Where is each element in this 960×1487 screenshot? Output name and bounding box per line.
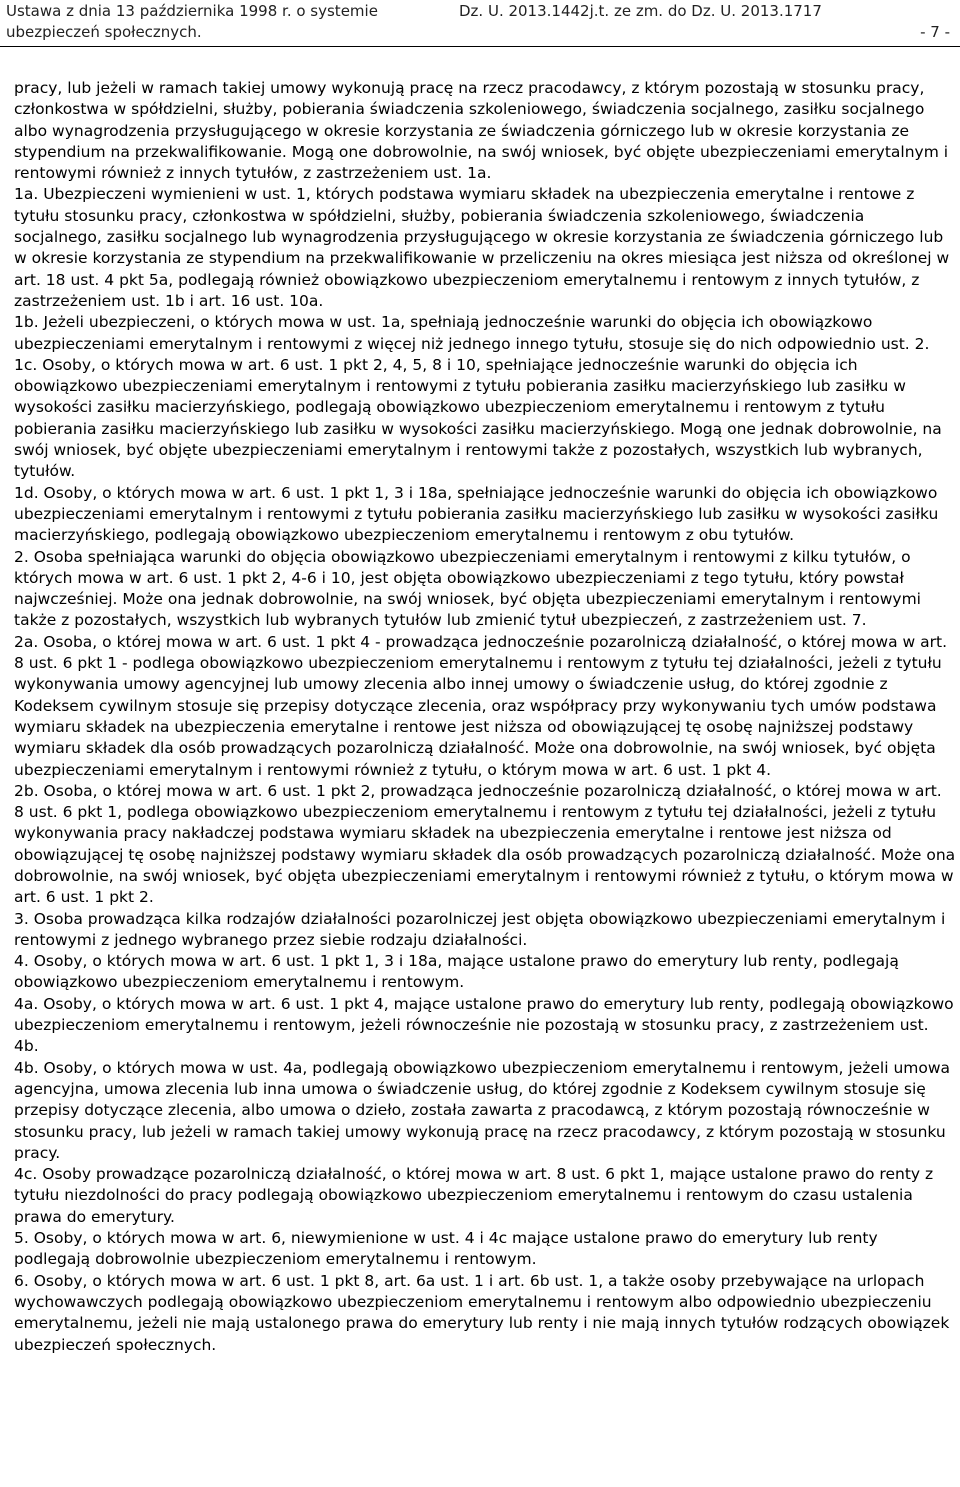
paragraph-1c: 1c. Osoby, o których mowa w art. 6 ust. 1 pkt 2, 4, 5, 8 i 10, spełniające jednocześnie warunki do objęcia ich obowiązkowo ubezpieczeniami emerytalnym i rentowymi z tytułu pobierania zasiłku macierzyńskiego lub zasiłku w wysokości zasiłku macierzyńskiego, podlegają obowiązkowo ubezpieczeniom emerytalnemu i rentowym z tytułu pobierania zasiłku macierzyńskiego lub zasiłku w wysokości zasiłku macierzyńskiego. Mogą one jednak dobrowolnie, na swój wniosek, być objęte ubezpieczeniami emerytalnym i rentowymi także z pozostałych, wszystkich lub wybranych, tytułów.	[14, 355, 942, 481]
document-title: Ustawa z dnia 13 października 1998 r. o systemie ubezpieczeń społecznych.	[6, 2, 378, 41]
paragraph-5: 5. Osoby, o których mowa w art. 6, niewymienione w ust. 4 i 4c mające ustalone prawo do emerytury lub renty podlegają dobrowolnie ubezpieczeniom emerytalnemu i rentowym.	[14, 1229, 878, 1269]
page-number: - 7 -	[920, 23, 950, 41]
paragraph-1d: 1d. Osoby, o których mowa w art. 6 ust. 1 pkt 1, 3 i 18a, spełniające jednocześnie warunki do objęcia ich obowiązkowo ubezpieczeniami emerytalnym i rentowymi z tytułu pobierania zasiłku macierzyńskiego lub zasiłku w wysokości zasiłku macierzyńskiego, podlegają obowiązkowo ubezpieczeniom emerytalnemu i rentowym z obu tytułów.	[14, 483, 939, 545]
paragraph-1a: 1a. Ubezpieczeni wymienieni w ust. 1, których podstawa wymiaru składek na ubezpieczenia emerytalne i rentowe z tytułu stosunku pracy, członkostwa w spółdzielni, służby, pobierania świadczenia szkoleniowego, świadczenia socjalnego, zasiłku socjalnego lub wynagrodzenia przysługującego w okresie korzystania ze świadczenia górniczego lub w okresie korzystania ze stypendium na przekwalifikowanie w przeliczeniu na okres miesiąca jest niższa od określonej w art. 18 ust. 4 pkt 5a, podlegają również obowiązkowo ubezpieczeniom emerytalnemu i rentowym z innych tytułów, z zastrzeżeniem ust. 1b i art. 16 ust. 10a.	[14, 185, 950, 310]
journal-reference: Dz. U. 2013.1442j.t. ze zm. do Dz. U. 2013.1717	[459, 2, 822, 20]
paragraph-4b: 4b. Osoby, o których mowa w ust. 4a, podlegają obowiązkowo ubezpieczeniom emerytalnemu i rentowym, jeżeli umowa agencyjna, umowa zlecenia lub inna umowa o świadczenie usług, do której zgodnie z Kodeksem cywilnym stosuje się przepisy dotyczące zlecenia, albo umowa o dzieło, została zawarta z pracodawcą, z którym pozostają równocześnie w stosunku pracy, lub jeżeli w ramach takiej umowy wykonują pracę na rzecz pracodawcy, z którym pozostają w stosunku pracy.	[14, 1058, 951, 1162]
paragraph-4c: 4c. Osoby prowadzące pozarolniczą działalność, o której mowa w art. 8 ust. 6 pkt 1, mające ustalone prawo do renty z tytułu niezdolności do pracy podlegają obowiązkowo ubezpieczeniom emerytalnemu i rentowym do czasu ustalenia prawa do emerytury.	[14, 1165, 934, 1226]
page-header	[0, 0, 960, 47]
paragraph-1b: 1b. Jeżeli ubezpieczeni, o których mowa w ust. 1a, spełniają jednocześnie warunki do objęcia ich obowiązkowo ubezpieczeniami emerytalnym i rentowymi z więcej niż jednego innego tytułu, stosuje się do nich odpowiednio ust. 2.	[14, 313, 930, 353]
paragraph-2a: 2a. Osoba, o której mowa w art. 6 ust. 1 pkt 4 - prowadząca jednocześnie pozarolniczą działalność, o której mowa w art. 8 ust. 6 pkt 1 - podlega obowiązkowo ubezpieczeniom emerytalnemu i rentowym z tytułu tej działalności, jeżeli z tytułu wykonywania umowy agencyjnej lub umowy zlecenia albo innej umowy o świadczenie usług, do której zgodnie z Kodeksem cywilnym stosuje się przepisy dotyczące zlecenia, oraz współpracy przy wykonywaniu tych umów podstawa wymiaru składek na ubezpieczenia emerytalne i rentowe jest niższa od obowiązującej tę osobę najniższej podstawy wymiaru składek dla osób prowadzących pozarolniczą działalność. Może ona dobrowolnie, na swój wniosek, być objęta ubezpieczeniami emerytalnym i rentowymi również z tytułu, o którym mowa w art. 6 ust. 1 pkt 4.	[14, 632, 947, 779]
paragraph-2b: 2b. Osoba, o której mowa w art. 6 ust. 1 pkt 2, prowadząca jednocześnie pozarolniczą działalność, o której mowa w art. 8 ust. 6 pkt 1, podlega obowiązkowo ubezpieczeniom emerytalnemu i rentowym z tytułu tej działalności, jeżeli z tytułu wykonywania pracy nakładczej podstawa wymiaru składek na ubezpieczenia emerytalne i rentowe jest niższa od obowiązującej tę osobę najniższej podstawy wymiaru składek dla osób prowadzących pozarolniczą działalność. Może ona dobrowolnie, na swój wniosek, być objęta ubezpieczeniami emerytalnym i rentowymi również z tytułu, o którym mowa w art. 6 ust. 1 pkt 2.	[14, 781, 956, 907]
paragraph-6: 6. Osoby, o których mowa w art. 6 ust. 1 pkt 8, art. 6a ust. 1 i art. 6b ust. 1, a także osoby przebywające na urlopach wychowawczych podlegają obowiązkowo ubezpieczeniom emerytalnemu i rentowym albo odpowiednio ubezpieczeniu emerytalnemu, jeżeli nie mają ustalonego prawa do emerytury lub renty i nie mają innych tytułów rodzących obowiązek ubezpieczeń społecznych.	[14, 1271, 950, 1354]
paragraph-continuation: pracy, lub jeżeli w ramach takiej umowy wykonują pracę na rzecz pracodawcy, z którym pozostają w stosunku pracy, członkostwa w spółdzielni, służby, pobierania świadczenia szkoleniowego, świadczenia socjalnego, zasiłku socjalnego albo wynagrodzenia przysługującego w okresie korzystania ze świadczenia górniczego lub w okresie korzystania ze stypendium na przekwalifikowanie. Mogą one dobrowolnie, na swój wniosek, być objęte ubezpieczeniami emerytalnym i rentowymi również z innych tytułów, z zastrzeżeniem ust. 1a.	[14, 79, 949, 183]
paragraph-4a: 4a. Osoby, o których mowa w art. 6 ust. 1 pkt 4, mające ustalone prawo do emerytury lub renty, podlegają obowiązkowo ubezpieczeniom emerytalnemu i rentowym, jeżeli równocześnie nie pozostają w stosunku pracy, z zastrzeżeniem ust. 4b.	[14, 994, 954, 1056]
paragraph-2: 2. Osoba spełniająca warunki do objęcia obowiązkowo ubezpieczeniami emerytalnym i rentowymi z kilku tytułów, o których mowa w art. 6 ust. 1 pkt 2, 4-6 i 10, jest objęta obowiązkowo ubezpieczeniami z tego tytułu, który powstał najwcześniej. Może ona jednak dobrowolnie, na swój wniosek, być objęta ubezpieczeniami emerytalnym i rentowymi także z pozostałych, wszystkich lub wybranych tytułów lub zmienić tytuł ubezpieczeń, z zastrzeżeniem ust. 7.	[14, 547, 921, 630]
paragraph-4: 4. Osoby, o których mowa w art. 6 ust. 1 pkt 1, 3 i 18a, mające ustalone prawo do emerytury lub renty, podlegają obowiązkowo ubezpieczeniom emerytalnemu i rentowym.	[14, 952, 899, 992]
paragraph-3: 3. Osoba prowadząca kilka rodzajów działalności pozarolniczej jest objęta obowiązkowo ubezpieczeniami emerytalnym i rentowymi z jednego wybranego przez siebie rodzaju działalności.	[14, 909, 946, 949]
document-body	[14, 78, 956, 1356]
